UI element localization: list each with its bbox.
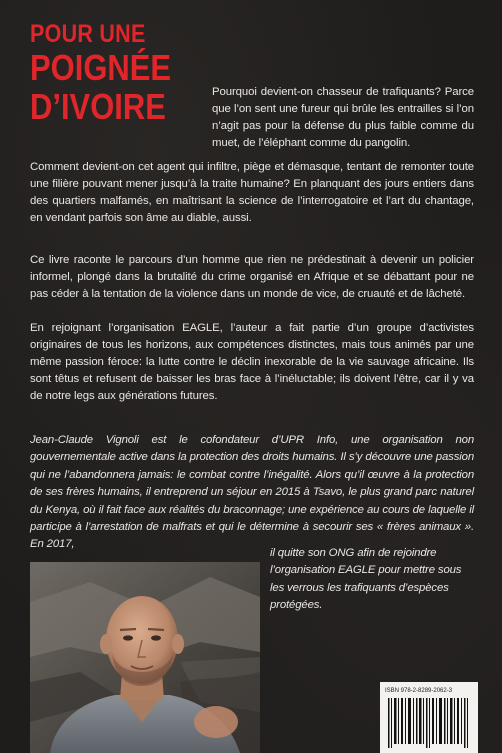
- isbn-text: ISBN 978-2-8289-2062-3: [385, 688, 453, 694]
- title-line-3: D’IVOIRE: [30, 86, 166, 127]
- blurb-paragraph-4: En rejoignant l’organisation EAGLE, l’auteur a fait partie d’un groupe d’activistes originaires de tous les horizons, aux compétences distinctes, mais tous animés par une même passion féroce: la lutte contre le déclin inexorable de la vie sauvage africaine. Ils sont têtus et refusent de baisser les bras face à l’inéluctable; ils doivent l’être, car il y va de notre legs aux générations futures.: [30, 322, 474, 402]
- author-bio-side: il quitte son ONG afin de rejoindre l’organisation EAGLE pour mettre sous les verrous les trafiquants d’espèces protégées.: [270, 547, 462, 612]
- book-title: [30, 22, 200, 125]
- author-photo: [30, 562, 260, 753]
- author-portrait-illustration: [30, 562, 260, 753]
- blurb-paragraph-3: Ce livre raconte le parcours d’un homme que rien ne prédestinait à devenir un policier informel, plongé dans la brutalité du crime organisé en Afrique et se débattant pour ne pas céder à la tentation de la violence dans un monde de vice, de cruauté et de lâcheté.: [30, 254, 474, 300]
- blurb-paragraph-2: Comment devient-on cet agent qui infiltre, piège et démasque, tentant de remonter toute une filière pouvant mener jusqu’à la traite humaine? En planquant des jours entiers dans des quartiers malfamés, en maîtrisant la science de l’interrogatoire et l’art du chantage, en vendant parfois son âme au diable, aussi.: [30, 161, 474, 224]
- blurb-paragraph-1: Pourquoi devient-on chasseur de trafiquants? Parce que l’on sent une fureur qui brûle les entrailles si l’on n’agit pas pour la défense du plus faible comme du muet, de l’éléphant comme du pangolin.: [212, 86, 474, 149]
- barcode-icon: [388, 698, 470, 748]
- title-line-2: POIGNÉE: [30, 47, 172, 88]
- title-line-1: POUR UNE: [30, 20, 146, 48]
- author-bio-top: Jean-Claude Vignoli est le cofondateur d’UPR Info, une organisation non gouvernementale active dans la protection des droits humains. Il s’y découvre une passion qui ne l’abandonnera jamais: le combat contre l’inégalité. Alors qu’il œuvre à la protection de ses frères humains, il entreprend un séjour en 2015 à Tsavo, le plus grand parc naturel du Kenya, où il fait face aux réalités du braconnage; une expérience au cours de laquelle il participe à l’arrestation de malfrats et qui le détermine à secourir ses « frères animaux ». En 2017,: [30, 434, 474, 551]
- barcode-label: [380, 682, 478, 753]
